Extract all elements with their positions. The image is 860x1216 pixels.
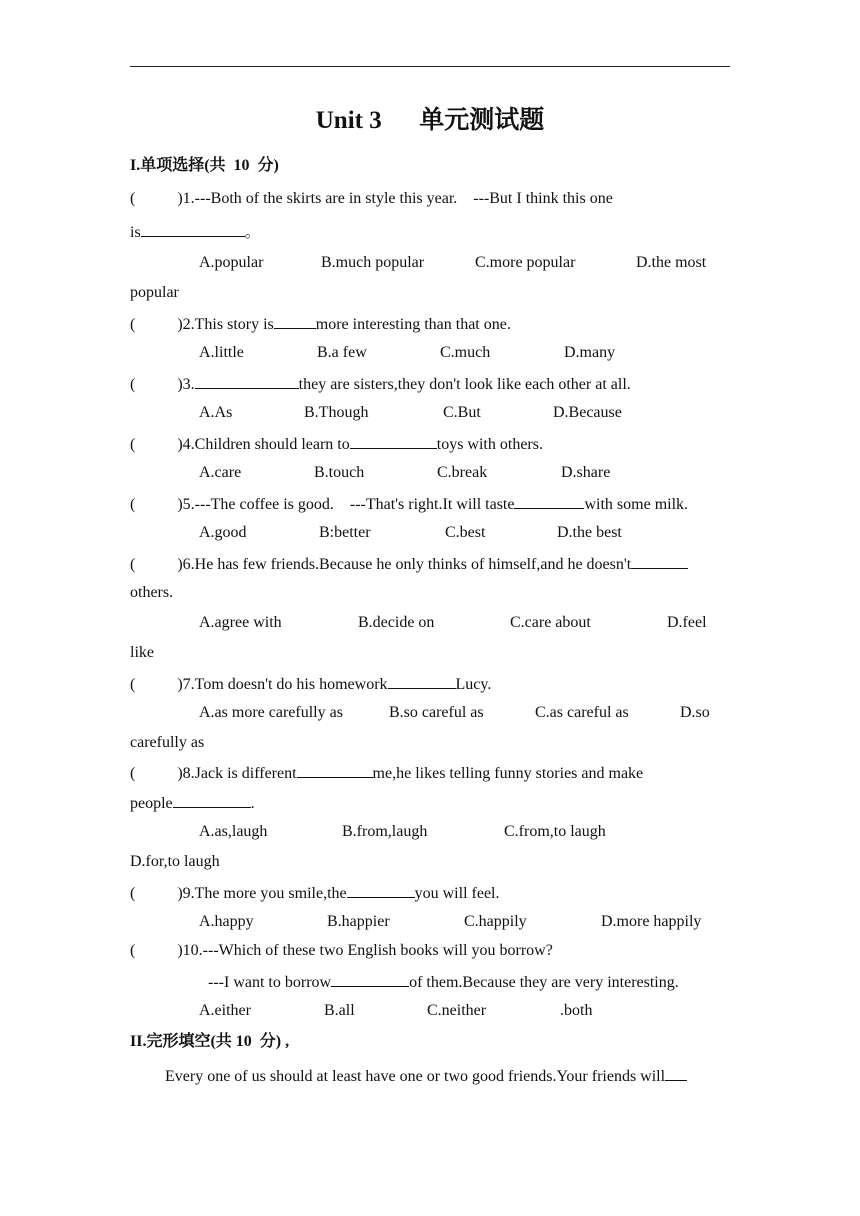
option: B.all: [324, 1002, 355, 1019]
section-heading-1: I.单项选择(共 10 分): [130, 157, 279, 174]
question-text: )6.He has few friends.Because he only thinks of himself,and he doesn't: [177, 556, 632, 573]
option: D.share: [561, 464, 611, 481]
question-text: )10.---Which of these two English books will you borrow?: [177, 942, 553, 959]
paren: (: [130, 436, 136, 453]
question-1: [130, 189, 613, 209]
option: A.popular: [199, 254, 264, 271]
question-text: with some milk.: [584, 496, 689, 513]
paragraph-text: Every one of us should at least have one or two good friends.Your friends will: [165, 1068, 666, 1085]
question-text: )4.Children should learn to: [177, 436, 350, 453]
option: D.the most: [636, 254, 707, 271]
option: A.little: [199, 344, 244, 361]
option: C.best: [445, 524, 486, 541]
option: B.touch: [314, 464, 365, 481]
paren: (: [130, 556, 136, 573]
option: C.care about: [510, 614, 591, 631]
answer-blank[interactable]: [141, 221, 245, 237]
question-4: [130, 433, 543, 455]
answer-blank[interactable]: [195, 373, 299, 389]
option-wrap: carefully as: [130, 734, 205, 751]
paren: (: [130, 942, 136, 959]
option: B.so careful as: [389, 704, 484, 721]
question-text: )7.Tom doesn't do his homework: [177, 676, 388, 693]
option: B.from,laugh: [342, 823, 428, 840]
question-10: [130, 941, 553, 961]
option-wrap: D.for,to laugh: [130, 853, 220, 870]
option: A.As: [199, 404, 233, 421]
option: A.happy: [199, 913, 254, 930]
option: D.feel: [667, 614, 707, 631]
answer-blank[interactable]: [388, 673, 456, 689]
option-wrap: like: [130, 644, 154, 661]
option: A.good: [199, 524, 247, 541]
option: B.Though: [304, 404, 369, 421]
option: C.more popular: [475, 254, 576, 271]
paren: (: [130, 496, 136, 513]
option: D.the best: [557, 524, 622, 541]
question-text: .: [250, 795, 255, 812]
option: C.happily: [464, 913, 527, 930]
question-text: me,he likes telling funny stories and make: [372, 765, 644, 782]
question-10-line2: [208, 971, 679, 993]
option: D.Because: [553, 404, 622, 421]
option: B.much popular: [321, 254, 425, 271]
option: D.many: [564, 344, 616, 361]
option: C.But: [443, 404, 481, 421]
question-6-line2: others.: [130, 584, 174, 601]
question-text: )8.Jack is different: [177, 765, 297, 782]
page-title: Unit 3 单元测试题: [315, 107, 545, 134]
question-text: 。: [244, 224, 261, 241]
answer-blank[interactable]: [173, 792, 251, 808]
question-text: more interesting than that one.: [315, 316, 511, 333]
header-rule: [130, 66, 730, 67]
section-heading-2: II.完形填空(共 10 分) ,: [130, 1033, 290, 1050]
question-text: )9.The more you smile,the: [177, 885, 347, 902]
paren: (: [130, 765, 136, 782]
option: B:better: [319, 524, 371, 541]
question-6: [130, 553, 688, 575]
question-text: )1.---Both of the skirts are in style this year. ---But I think this one: [177, 190, 613, 207]
answer-blank[interactable]: [631, 553, 688, 569]
answer-blank[interactable]: [665, 1065, 687, 1081]
question-8: [130, 762, 643, 784]
answer-blank[interactable]: [297, 762, 373, 778]
option-wrap: popular: [130, 284, 179, 301]
option: C.break: [437, 464, 488, 481]
answer-blank[interactable]: [350, 433, 437, 449]
paren: (: [130, 376, 136, 393]
question-1-line2: [130, 221, 261, 243]
answer-blank[interactable]: [514, 493, 584, 509]
question-text: )2.This story is: [177, 316, 274, 333]
option: B.decide on: [358, 614, 435, 631]
answer-blank[interactable]: [347, 882, 415, 898]
answer-blank[interactable]: [331, 971, 409, 987]
option: A.agree with: [199, 614, 282, 631]
paren: (: [130, 190, 136, 207]
option: C.as careful as: [535, 704, 629, 721]
question-text: you will feel.: [414, 885, 500, 902]
question-8-line2: [130, 792, 255, 814]
question-9: [130, 882, 500, 904]
answer-blank[interactable]: [274, 313, 316, 329]
option: B.happier: [327, 913, 390, 930]
option: D.more happily: [601, 913, 702, 930]
option: C.from,to laugh: [504, 823, 606, 840]
question-text: ---I want to borrow: [208, 974, 332, 991]
option: D.so: [680, 704, 710, 721]
option: B.a few: [317, 344, 367, 361]
option: A.as,laugh: [199, 823, 268, 840]
paren: (: [130, 676, 136, 693]
question-text: is: [130, 224, 141, 241]
option: .both: [560, 1002, 593, 1019]
paren: (: [130, 885, 136, 902]
question-text: people: [130, 795, 173, 812]
question-text: toys with others.: [436, 436, 543, 453]
question-2: [130, 313, 511, 335]
question-text: )5.---The coffee is good. ---That's right.It will taste: [177, 496, 515, 513]
paren: (: [130, 316, 136, 333]
question-3: [130, 373, 631, 395]
question-7: [130, 673, 491, 695]
option: C.neither: [427, 1002, 487, 1019]
option: C.much: [440, 344, 491, 361]
question-5: [130, 493, 688, 515]
cloze-paragraph: [165, 1065, 687, 1087]
option: A.either: [199, 1002, 251, 1019]
question-text: they are sisters,they don't look like each other at all.: [298, 376, 631, 393]
question-text: )3.: [177, 376, 195, 393]
question-text: Lucy.: [455, 676, 492, 693]
option: A.care: [199, 464, 242, 481]
option: A.as more carefully as: [199, 704, 343, 721]
question-text: of them.Because they are very interesting.: [409, 974, 679, 991]
